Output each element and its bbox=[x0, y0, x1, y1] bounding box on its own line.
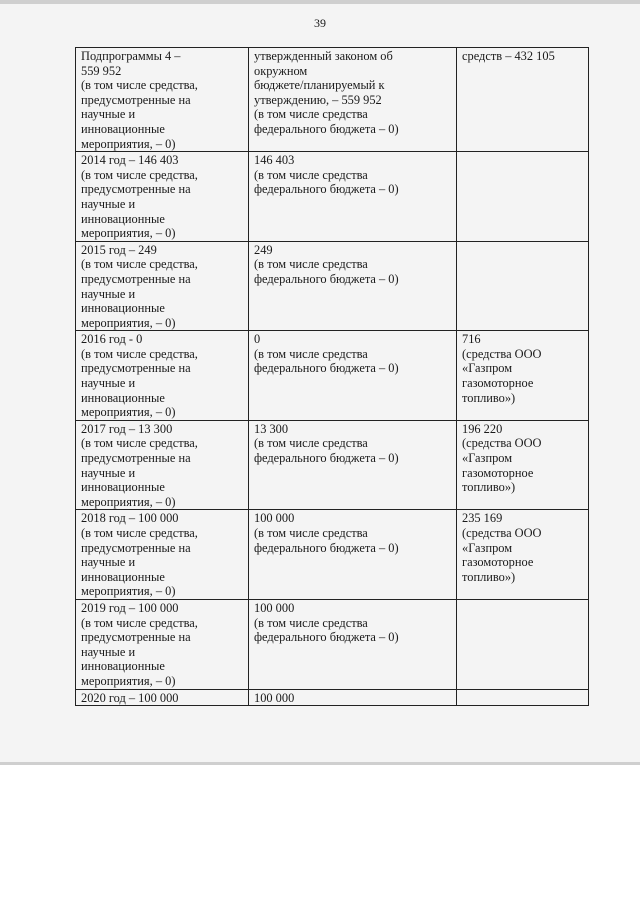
cell-extra-funds bbox=[457, 241, 589, 331]
cell-extra-funds: 716 (средства ООО «Газпром газомоторное топливо») bbox=[457, 331, 589, 421]
table-row bbox=[76, 48, 589, 152]
cell-period-amount: 2015 год – 249 (в том числе средства, предусмотренные на научные и инновационные мероприятия, – 0) bbox=[76, 241, 249, 331]
cell-budget-source: 0 (в том числе средства федерального бюджета – 0) bbox=[249, 331, 457, 421]
cell-extra-funds: средств – 432 105 bbox=[457, 48, 589, 152]
table-row bbox=[76, 152, 589, 242]
page-number: 39 bbox=[314, 16, 326, 30]
table-row bbox=[76, 599, 589, 689]
funding-table bbox=[75, 47, 589, 706]
cell-budget-source: 100 000 (в том числе средства федерального бюджета – 0) bbox=[249, 599, 457, 689]
table-row bbox=[76, 510, 589, 600]
cell-extra-funds bbox=[457, 152, 589, 242]
cell-period-amount: 2017 год – 13 300 (в том числе средства, предусмотренные на научные и инновационные мероприятия, – 0) bbox=[76, 420, 249, 510]
table-row bbox=[76, 241, 589, 331]
cell-extra-funds: 235 169 (средства ООО «Газпром газомоторное топливо») bbox=[457, 510, 589, 600]
cell-budget-source: 100 000 (в том числе средства федерального бюджета – 0) bbox=[249, 510, 457, 600]
cell-budget-source: 146 403 (в том числе средства федерального бюджета – 0) bbox=[249, 152, 457, 242]
cell-period-amount: 2020 год – 100 000 bbox=[76, 689, 249, 706]
cell-period-amount: 2014 год – 146 403 (в том числе средства, предусмотренные на научные и инновационные мероприятия, – 0) bbox=[76, 152, 249, 242]
table-row bbox=[76, 689, 589, 706]
cell-budget-source: утвержденный законом об окружном бюджете/планируемый к утверждению, – 559 952 (в том числе средства федерального бюджета – 0) bbox=[249, 48, 457, 152]
cell-extra-funds bbox=[457, 689, 589, 706]
scan-edge-top bbox=[0, 0, 640, 4]
cell-budget-source: 249 (в том числе средства федерального бюджета – 0) bbox=[249, 241, 457, 331]
table-row bbox=[76, 420, 589, 510]
cell-period-amount: 2016 год - 0 (в том числе средства, предусмотренные на научные и инновационные мероприятия, – 0) bbox=[76, 331, 249, 421]
table-row bbox=[76, 331, 589, 421]
cell-period-amount: Подпрограммы 4 – 559 952 (в том числе средства, предусмотренные на научные и инновационные мероприятия, – 0) bbox=[76, 48, 249, 152]
cell-period-amount: 2019 год – 100 000 (в том числе средства, предусмотренные на научные и инновационные мероприятия, – 0) bbox=[76, 599, 249, 689]
cell-extra-funds: 196 220 (средства ООО «Газпром газомоторное топливо») bbox=[457, 420, 589, 510]
cell-budget-source: 100 000 bbox=[249, 689, 457, 706]
scan-edge-bottom bbox=[0, 762, 640, 765]
cell-period-amount: 2018 год – 100 000 (в том числе средства, предусмотренные на научные и инновационные мероприятия, – 0) bbox=[76, 510, 249, 600]
cell-extra-funds bbox=[457, 599, 589, 689]
cell-budget-source: 13 300 (в том числе средства федерального бюджета – 0) bbox=[249, 420, 457, 510]
